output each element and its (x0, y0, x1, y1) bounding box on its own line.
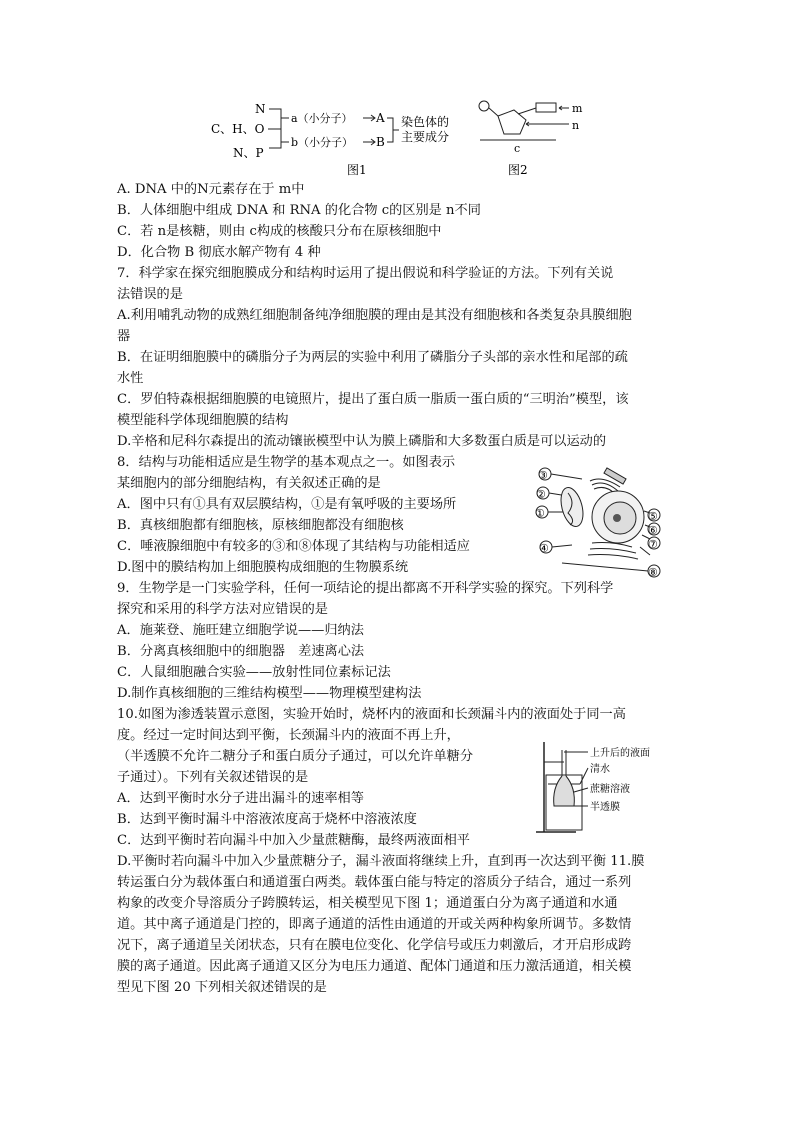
q9-option-c: C．人鼠细胞融合实验——放射性同位素标记法 (117, 665, 391, 680)
fig1-np-label: N、P (233, 146, 264, 160)
cell-label-7: ⑦ (648, 538, 658, 551)
q7-option-d: D.辛格和尼科尔森提出的流动镶嵌模型中认为膜上磷脂和大多数蛋白质是可以运动的 (117, 434, 607, 449)
osmosis-label-sucrose: 蔗糖溶液 (590, 784, 630, 795)
fig2-c-label: c (514, 142, 521, 155)
q8-stem-line2: 某细胞内的部分细胞结构，有关叙述正确的是 (117, 476, 381, 491)
q9-option-a: A．施莱登、施旺建立细胞学说——归纳法 (117, 623, 364, 638)
fig1-b-branch: b（小分子） (291, 136, 354, 149)
q9-stem-line1: 9．生物学是一门实验学科，任何一项结论的提出都离不开科学实验的探究。下列科学 (117, 581, 614, 596)
figure-2-nucleotide (474, 96, 594, 180)
q10-option-d: D.平衡时若向漏斗中加入少量蔗糖分子，漏斗液面将继续上升，直到再一次达到平衡 11.膜 (117, 854, 645, 869)
osmosis-apparatus-figure (516, 740, 676, 835)
fig1-right-line1: 染色体的 (401, 115, 450, 129)
osmosis-label-water: 清水 (590, 764, 610, 775)
q11-stem-line2: 构象的改变介导溶质分子跨膜转运，相关模型见下图 1；通道蛋白分为离子通道和水通 (117, 896, 618, 911)
cell-label-2: ② (536, 488, 546, 501)
q11-stem-line3: 道。其中离子通道是门控的，即离子通道的活性由通道的开或关两种构象所调节。多数情 (117, 917, 632, 932)
figure-1-diagram (205, 96, 475, 180)
q10-stem-line2: 度。经过一定时间达到平衡，长颈漏斗内的液面不再上升， (117, 728, 460, 743)
q6-option-a: A. DNA 中的N元素存在于 m中 (117, 182, 305, 197)
q7-option-b: B．在证明细胞膜中的磷脂分子为两层的实验中利用了磷脂分子头部的亲水性和尾部的疏 (117, 350, 628, 365)
osmosis-label-level: 上升后的液面 (590, 748, 650, 759)
fig1-A-label: A (376, 111, 385, 125)
fig1-n-label: N (255, 102, 266, 116)
q6-option-b: B．人体细胞中组成 DNA 和 RNA 的化合物 c的区别是 n不同 (117, 203, 481, 218)
q7-option-a: A.利用哺乳动物的成熟红细胞制备纯净细胞膜的理由是其没有细胞核和各类复杂具膜细胞 (117, 308, 632, 323)
q9-option-d: D.制作真核细胞的三维结构模型——物理模型建构法 (117, 686, 422, 701)
q6-option-d: D．化合物 B 彻底水解产物有 4 种 (117, 245, 321, 260)
q7-option-a-cont: 器 (117, 329, 131, 344)
osmosis-label-membrane: 半透膜 (590, 802, 620, 813)
q6-option-c: C．若 n是核糖，则由 c构成的核酸只分布在原核细胞中 (117, 224, 442, 239)
q10-option-a: A．达到平衡时水分子进出漏斗的速率相等 (117, 791, 364, 806)
cell-label-6: ⑥ (648, 524, 658, 537)
fig1-a-branch: a（小分子） (291, 112, 353, 125)
q7-stem-line1: 7．科学家在探究细胞膜成分和结构时运用了提出假说和科学验证的方法。下列有关说 (117, 266, 614, 281)
fig2-caption: 图2 (508, 163, 528, 177)
q8-option-b: B．真核细胞都有细胞核，原核细胞都没有细胞核 (117, 518, 404, 533)
cell-label-4: ④ (539, 542, 549, 555)
q8-option-a: A．图中只有①具有双层膜结构，①是有氧呼吸的主要场所 (117, 497, 457, 512)
fig2-m-label: m (572, 102, 583, 115)
fig1-caption: 图1 (347, 163, 367, 177)
q7-option-c: C．罗伯特森根据细胞膜的电镜照片，提出了蛋白质一脂质一蛋白质的“三明治”模型，该 (117, 392, 629, 407)
q9-option-b: B．分离真核细胞中的细胞器 差速离心法 (117, 644, 365, 659)
q10-stem-line3: （半透膜不允许二糖分子和蛋白质分子通过，可以允许单糖分 (117, 749, 474, 764)
q11-stem-line4: 况下，离子通道呈关闭状态，只有在膜电位变化、化学信号或压力刺激后，才开启形成跨 (117, 938, 632, 953)
cell-structure-figure (532, 463, 662, 581)
cell-label-1: ① (535, 507, 545, 520)
fig2-n-label: n (572, 119, 580, 132)
q8-option-d: D.图中的膜结构加上细胞膜构成细胞的生物膜系统 (117, 560, 409, 575)
q7-option-b-cont: 水性 (117, 371, 144, 386)
q10-stem-line4: 子通过）。下列有关叙述错误的是 (117, 770, 309, 785)
q10-stem-line1: 10.如图为渗透装置示意图，实验开始时，烧杯内的液面和长颈漏斗内的液面处于同一高 (117, 707, 626, 722)
fig1-cho-label: C、H、O (211, 122, 265, 136)
q11-stem-line1: 转运蛋白分为载体蛋白和通道蛋白两类。载体蛋白能与特定的溶质分子结合，通过一系列 (117, 875, 632, 890)
fig1-B-label: B (376, 135, 385, 149)
q11-stem-line5: 膜的离子通道。因此离子通道又区分为电压力通道、配体门通道和压力激活通道，相关模 (117, 959, 632, 974)
cell-label-8: ⑧ (648, 566, 658, 579)
q7-stem-line2: 法错误的是 (117, 287, 183, 302)
q8-option-c: C．唾液腺细胞中有较多的③和⑧体现了其结构与功能相适应 (117, 539, 470, 554)
q10-option-c: C．达到平衡时若向漏斗中加入少量蔗糖酶，最终两液面相平 (117, 833, 470, 848)
q10-option-b: B．达到平衡时漏斗中溶液浓度高于烧杯中溶液浓度 (117, 812, 417, 827)
cell-label-3: ③ (538, 469, 548, 482)
q9-stem-line2: 探究和采用的科学方法对应错误的是 (117, 602, 328, 617)
q7-option-c-cont: 模型能科学体现细胞膜的结构 (117, 413, 289, 428)
q8-stem-line1: 8．结构与功能相适应是生物学的基本观点之一。如图表示 (117, 455, 456, 470)
cell-label-5: ⑤ (648, 510, 658, 523)
q11-stem-line6: 型见下图 20 下列相关叙述错误的是 (117, 980, 327, 995)
fig1-right-line2: 主要成分 (401, 130, 450, 144)
